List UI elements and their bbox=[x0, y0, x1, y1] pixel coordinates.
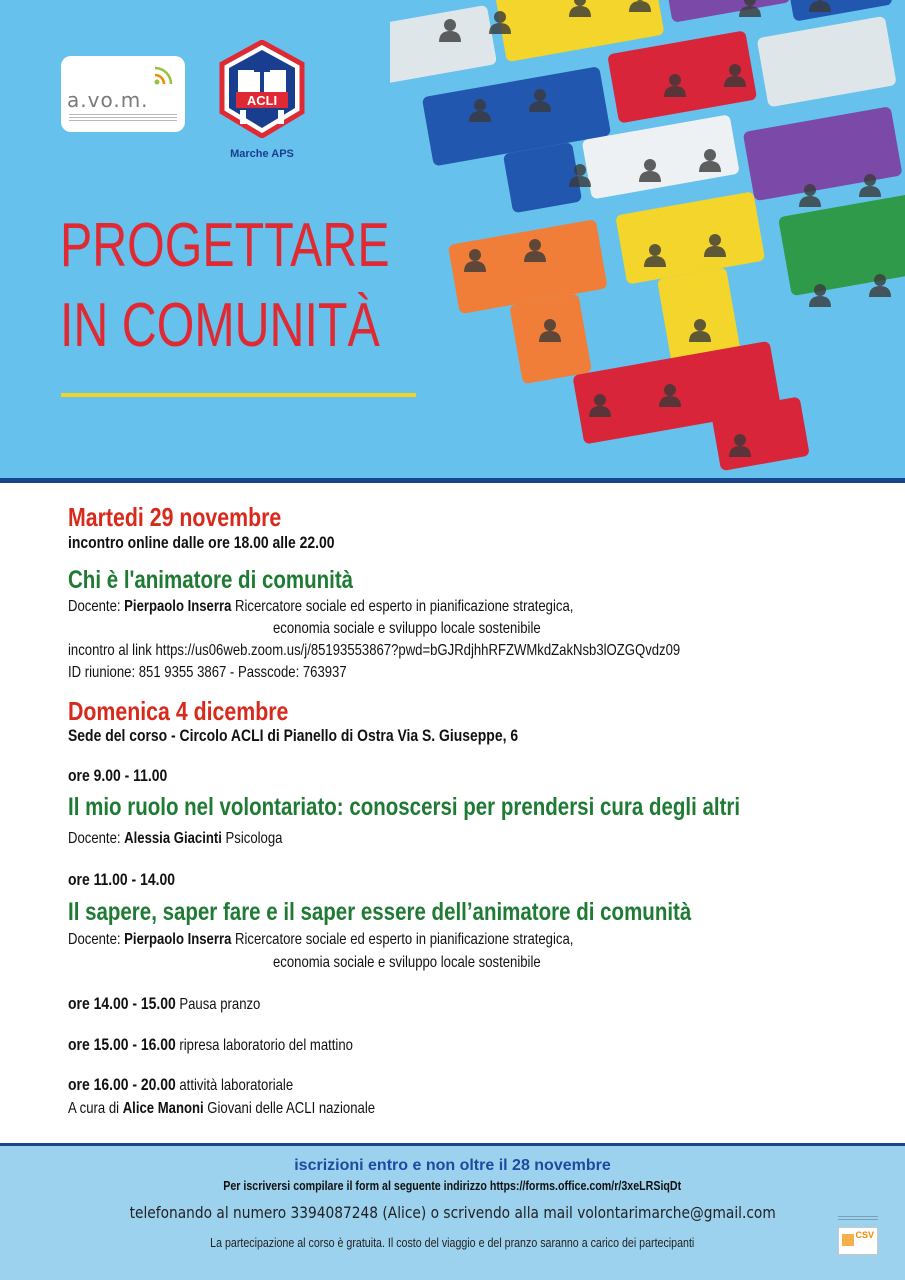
avom-logo bbox=[61, 56, 185, 132]
acli-logo-text: ACLI bbox=[246, 93, 278, 108]
footer-band bbox=[0, 1143, 905, 1146]
session2-topic: Il sapere, saper fare e il saper essere dell’animatore di comunità bbox=[68, 898, 692, 926]
title-line-2: IN COMUNITÀ bbox=[60, 291, 380, 360]
page-title bbox=[60, 206, 390, 366]
session2-teacher-desc: economia sociale e sviluppo locale sostenibile bbox=[273, 954, 541, 971]
acli-logo bbox=[218, 40, 306, 138]
csv-logo: CSV bbox=[838, 1227, 878, 1255]
day2-heading: Domenica 4 dicembre bbox=[68, 696, 289, 726]
divider-band bbox=[0, 478, 905, 483]
day1-meeting-id: ID riunione: 851 9355 3867 - Passcode: 763937 bbox=[68, 664, 347, 681]
session1-teacher: Docente: Alessia Giacinti Psicologa bbox=[68, 830, 283, 847]
day1-subtitle: incontro online dalle ore 18.00 alle 22.00 bbox=[68, 533, 335, 552]
registration-form-link[interactable]: Per iscriversi compilare il form al seguente indirizzo https://forms.office.com/r/3xeLRSiqDt bbox=[223, 1178, 682, 1193]
title-underline bbox=[61, 393, 416, 397]
session5: ore 16.00 - 20.00 attività laboratoriale bbox=[68, 1075, 294, 1094]
day1-zoom-link[interactable]: incontro al link https://us06web.zoom.us/j/85193553867?pwd=bGJRdjhhRFZWMkdZakNsb3lOZGQvdz09 bbox=[68, 642, 681, 659]
registration-deadline: iscrizioni entro e non oltre il 28 novembre bbox=[294, 1157, 611, 1174]
session5-curator: A cura di Alice Manoni Giovani delle ACLI nazionale bbox=[68, 1100, 376, 1117]
day1-topic: Chi è l'animatore di comunità bbox=[68, 566, 354, 594]
avom-logo-subtext bbox=[69, 114, 177, 124]
day2-venue: Sede del corso - Circolo ACLI di Pianello di Ostra Via S. Giuseppe, 6 bbox=[68, 726, 519, 745]
acli-caption: Marche APS bbox=[230, 148, 294, 160]
registration-contact: telefonando al numero 3394087248 (Alice) o scrivendo alla mail volontarimarche@gmail.com bbox=[129, 1203, 776, 1222]
session3: ore 14.00 - 15.00 Pausa pranzo bbox=[68, 994, 261, 1013]
signal-wave-icon bbox=[153, 64, 175, 86]
participation-note: La partecipazione al corso è gratuita. Il costo del viaggio e del pranzo saranno a carico dei partecipanti bbox=[210, 1235, 695, 1250]
day1-teacher: Docente: Pierpaolo Inserra Ricercatore sociale ed esperto in pianificazione strategica, bbox=[68, 598, 574, 615]
session1-topic: Il mio ruolo nel volontariato: conoscersi per prendersi cura degli altri bbox=[68, 793, 741, 821]
avom-logo-text: a.vo.m. bbox=[67, 88, 149, 112]
session2-time: ore 11.00 - 14.00 bbox=[68, 870, 175, 889]
csv-logo-caption bbox=[838, 1216, 878, 1224]
day1-teacher-desc: economia sociale e sviluppo locale sostenibile bbox=[273, 620, 541, 637]
puzzle-illustration bbox=[390, 0, 905, 478]
hero-banner bbox=[0, 0, 905, 478]
session4: ore 15.00 - 16.00 ripresa laboratorio del mattino bbox=[68, 1035, 353, 1054]
title-line-1: PROGETTARE bbox=[60, 211, 390, 280]
session1-time: ore 9.00 - 11.00 bbox=[68, 766, 168, 785]
session2-teacher: Docente: Pierpaolo Inserra Ricercatore sociale ed esperto in pianificazione strategica, bbox=[68, 931, 574, 948]
day1-heading: Martedi 29 novembre bbox=[68, 502, 282, 532]
